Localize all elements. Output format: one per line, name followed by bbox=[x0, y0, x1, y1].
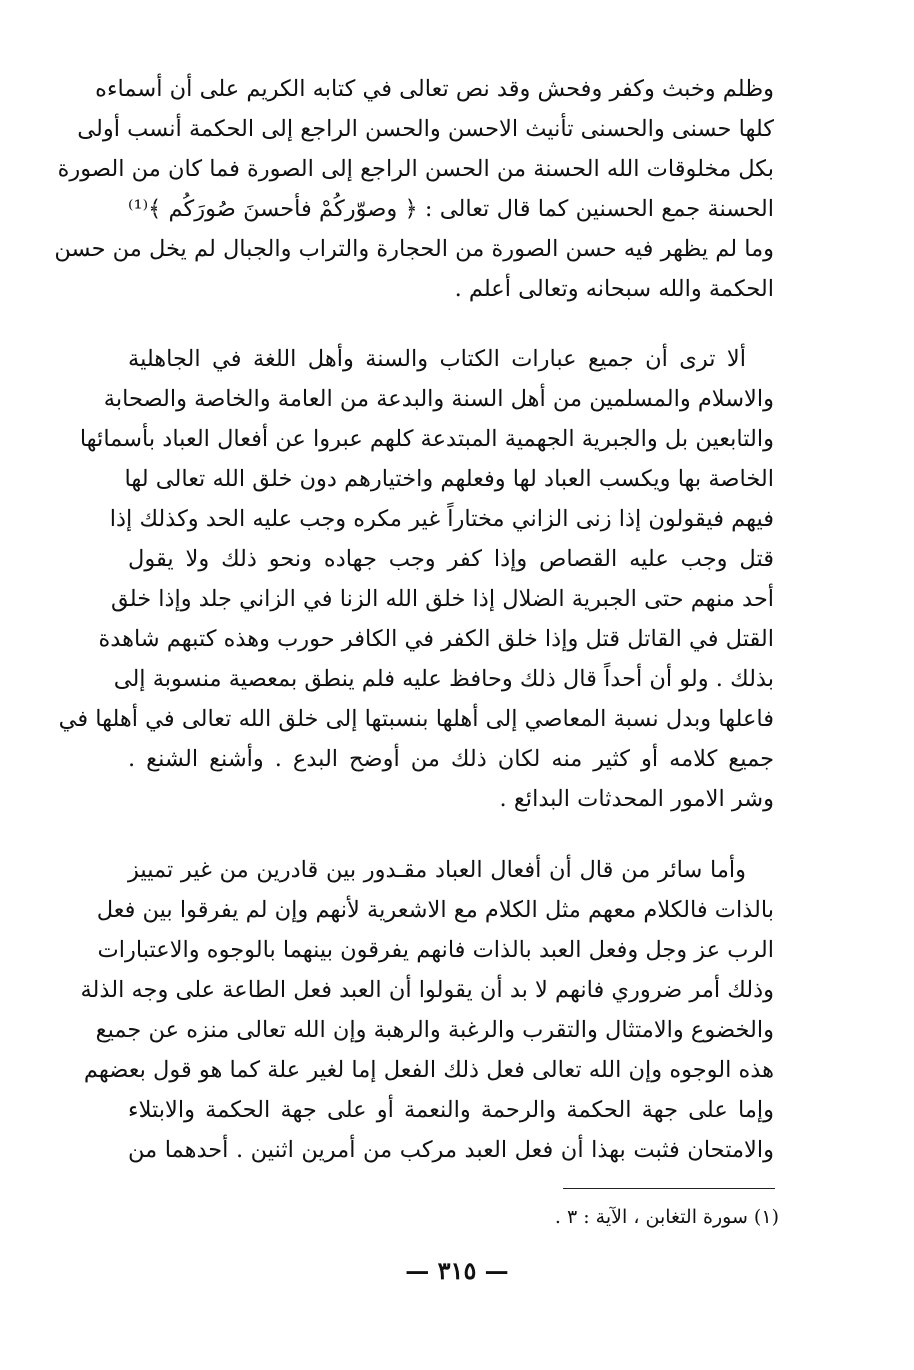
footnote: (١) سورة التغابن ، الآية : ٣ . bbox=[554, 1206, 779, 1228]
text-line: وما لم يظهر فيه حسن الصورة من الحجارة والتراب والجبال لم يخل من حسن bbox=[54, 236, 774, 262]
text-line: القتل في القاتل قتل وإذا خلق الكفر في الكافر حورب وهذه كتبهم شاهدة bbox=[98, 626, 774, 652]
page-number: — ٣١٥ — bbox=[405, 1256, 509, 1285]
text-line: وظلم وخبث وكفر وفحش وقد نص تعالى في كتابه الكريم على أن أسماءه bbox=[95, 76, 774, 102]
paragraph-3 bbox=[80, 850, 774, 1170]
text-line: فاعلها وبدل نسبة المعاصي إلى أهلها بنسبتها إلى خلق الله تعالى في أهلها في bbox=[58, 706, 774, 732]
text-line: قتل وجب عليه القصاص وإذا كفر وجب جهاده ونحو ذلك ولا يقول bbox=[128, 546, 774, 572]
text-line: الخاصة بها ويكسب العباد لها وفعلهم واختيارهم دون خلق الله تعالى لها bbox=[124, 466, 774, 492]
text-line: وإما على جهة الحكمة والرحمة والنعمة أو على جهة الحكمة والابتلاء bbox=[128, 1097, 774, 1123]
text-line: أحد منهم حتى الجبرية الضلال إذا خلق الله الزنا في الزاني جلد وإذا خلق bbox=[110, 586, 774, 612]
paragraph-1 bbox=[54, 69, 774, 309]
text-line: الحكمة والله سبحانه وتعالى أعلم . bbox=[454, 276, 774, 302]
text-line: والامتحان فثبت بهذا أن فعل العبد مركب من أمرين اثنين . أحدهما من bbox=[128, 1137, 774, 1163]
text-line: بذلك . ولو أن أحداً قال ذلك وحافظ عليه فلم ينطق بمعصية منسوبة إلى bbox=[113, 666, 774, 692]
text-line: بالذات فالكلام معهم مثل الكلام مع الاشعرية لأنهم وإن لم يفرقوا بين فعل bbox=[96, 897, 774, 923]
text-line: والخضوع والامتثال والتقرب والرغبة والرهبة وإن الله تعالى منزه عن جميع bbox=[95, 1017, 774, 1043]
text-line: وأما سائر من قال أن أفعال العباد مقـدور بين قادرين من غير تمييز bbox=[128, 857, 746, 883]
text-line: فيهم فيقولون إذا زنى الزاني مختاراً غير مكره وجب عليه الحد وكذلك إذا bbox=[109, 506, 774, 532]
footnote-divider bbox=[563, 1188, 775, 1189]
text-line: الرب عز وجل وفعل العبد بالذات فانهم يفرقون بينهما بالوجوه والاعتبارات bbox=[97, 937, 774, 963]
text-line: هذه الوجوه وإن الله تعالى فعل ذلك الفعل إما لغير علة كما هو قول بعضهم bbox=[83, 1057, 774, 1083]
text-line: بكل مخلوقات الله الحسنة من الحسن الراجع إلى الصورة فما كان من الصورة bbox=[57, 156, 774, 182]
text-line: الحسنة جمع الحسنين كما قال تعالى : ﴿ وصوّركُمْ فأحسنَ صُورَكُم ﴾⁽¹⁾ bbox=[128, 196, 774, 222]
text-line: وشر الامور المحدثات البدائع . bbox=[499, 786, 774, 812]
text-line: جميع كلامه أو كثير منه لكان ذلك من أوضح البدع . وأشنع الشنع . bbox=[128, 746, 774, 772]
text-line: ألا ترى أن جميع عبارات الكتاب والسنة وأهل اللغة في الجاهلية bbox=[128, 346, 746, 372]
paragraph-2 bbox=[58, 339, 774, 819]
text-line: والاسلام والمسلمين من أهل السنة والبدعة من العامة والخاصة والصحابة bbox=[103, 386, 774, 412]
text-line: وذلك أمر ضروري فانهم لا بد أن يقولوا أن العبد فعل الطاعة على وجه الذلة bbox=[80, 977, 774, 1003]
text-line: كلها حسنى والحسنى تأنيث الاحسن والحسن الراجع إلى الحكمة أنسب أولى bbox=[77, 116, 774, 142]
text-line: والتابعين بل والجبرية الجهمية المبتدعة كلهم عبروا عن أفعال العباد بأسمائها bbox=[79, 426, 774, 452]
